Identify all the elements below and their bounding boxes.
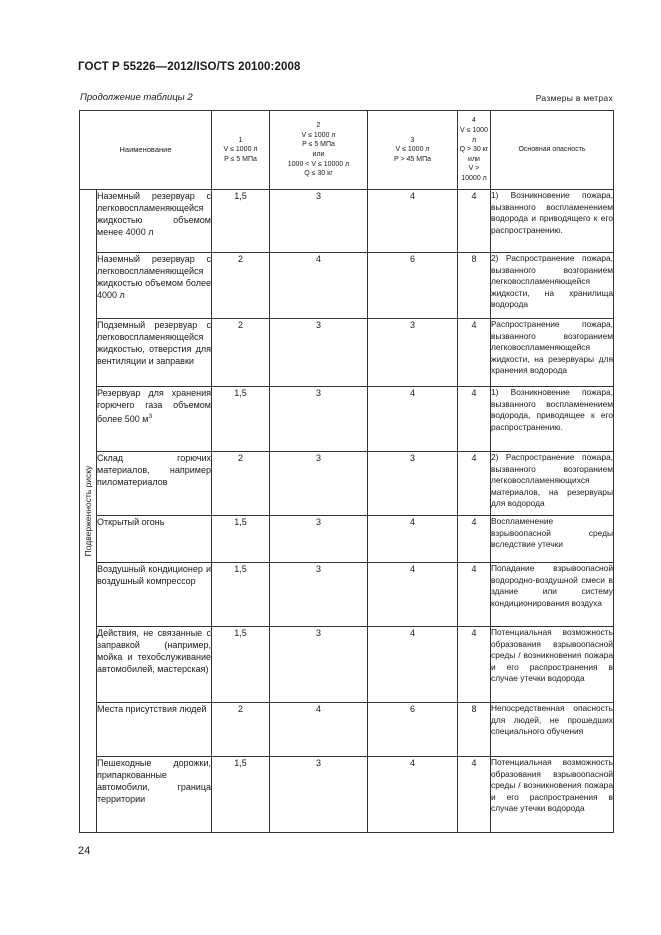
- row-value-3: 3: [368, 452, 458, 516]
- row-value-1: 1,5: [212, 627, 270, 703]
- row-value-4: 4: [458, 516, 491, 563]
- row-value-1: 2: [212, 319, 270, 387]
- col1-line: P ≤ 5 МПа: [224, 155, 257, 163]
- row-value-1: 2: [212, 703, 270, 757]
- side-label: Подверженность риску: [83, 465, 93, 557]
- col1-line: V ≤ 1000 л: [223, 146, 258, 154]
- row-value-4: 8: [458, 703, 491, 757]
- units-note: Размеры в метрах: [535, 93, 613, 103]
- table-row: [80, 253, 614, 319]
- col-header-hazard: Основная опасность: [491, 111, 614, 190]
- col4-line: V > 10000 л: [461, 165, 487, 182]
- row-hazard: Воспламенение взрывоопасной среды вследствие утечки: [491, 516, 614, 563]
- col-header-3: [368, 111, 458, 190]
- row-name: Места присутствия людей: [97, 703, 212, 757]
- row-value-4: 8: [458, 253, 491, 319]
- table-header-row: [80, 111, 614, 190]
- col3-line: 3: [410, 136, 415, 144]
- col2-line: Q ≤ 30 кг: [304, 170, 333, 178]
- col3-line: V ≤ 1000 л: [395, 146, 430, 154]
- row-value-2: 3: [270, 190, 368, 253]
- col3-line: P > 45 МПа: [393, 155, 431, 163]
- row-value-3: 6: [368, 703, 458, 757]
- col-header-1: [212, 111, 270, 190]
- row-name: Наземный резервуар с легковоспламеняющейся жидкостью объемом более 4000 л: [97, 253, 212, 319]
- row-value-1: 2: [212, 452, 270, 516]
- row-value-1: 1,5: [212, 387, 270, 452]
- row-value-4: 4: [458, 190, 491, 253]
- row-name: Открытый огонь: [97, 516, 212, 563]
- table-row: [80, 627, 614, 703]
- document-title: ГОСТ Р 55226—2012/ISO/TS 20100:2008: [78, 61, 301, 73]
- row-value-3: 4: [368, 563, 458, 627]
- row-value-4: 4: [458, 319, 491, 387]
- row-value-3: 3: [368, 319, 458, 387]
- col4-line: или: [468, 155, 480, 163]
- col4-line: V ≤ 1000 л: [460, 127, 488, 144]
- row-value-3: 4: [368, 627, 458, 703]
- row-name: Подземный резервуар с легковоспламеняющейся жидкостью, отверстия для вентиляции и заправки: [97, 319, 212, 387]
- row-value-2: 4: [270, 253, 368, 319]
- side-label-cell: [80, 190, 97, 833]
- col4-line: Q > 30 кг: [459, 146, 489, 154]
- row-value-3: 4: [368, 757, 458, 833]
- table-continuation-label: Продолжение таблицы 2: [80, 92, 193, 103]
- row-hazard: Потенциальная возможность образования взрывоопасной среды / возникновения пожара и его распространения в случае утечки водорода: [491, 757, 614, 833]
- row-hazard: Потенциальная возможность образования взрывоопасной среды / возникновения пожара и его распространения в случае утечки водорода: [491, 627, 614, 703]
- row-hazard: 2) Распространение пожара, вызванного возгоранием легковоспламеняющихся материалов, на резервуары для водорода: [491, 452, 614, 516]
- table-row: [80, 452, 614, 516]
- col2-line: или: [312, 151, 325, 158]
- row-value-3: 6: [368, 253, 458, 319]
- row-hazard: 1) Возникновение пожара, вызванного воспламенением водорода, приводящее к его распространению.: [491, 387, 614, 452]
- row-name: Пешеходные дорожки, припаркованные автомобили, граница территории: [97, 757, 212, 833]
- row-value-1: 1,5: [212, 563, 270, 627]
- row-name-text: Резервуар для хранения горючего газа объемом более 500 м: [97, 388, 211, 424]
- row-hazard: Попадание взрывоопасной водородно-воздушной смеси в здание или систему кондиционирования воздуха: [491, 563, 614, 627]
- row-value-4: 4: [458, 452, 491, 516]
- row-name: [97, 387, 212, 452]
- row-value-4: 4: [458, 387, 491, 452]
- row-name: Действия, не связанные с заправкой (например, мойка и техобслуживание автомобилей, мастерская): [97, 627, 212, 703]
- row-value-1: 1,5: [212, 757, 270, 833]
- row-value-2: 3: [270, 627, 368, 703]
- row-value-4: 4: [458, 627, 491, 703]
- row-value-4: 4: [458, 757, 491, 833]
- row-value-2: 4: [270, 703, 368, 757]
- row-value-2: 3: [270, 452, 368, 516]
- row-name: Склад горючих материалов, например пиломатериалов: [97, 452, 212, 516]
- row-hazard: 1) Возникновение пожара, вызванного воспламенением водорода и приводящего к его распространению.: [491, 190, 614, 253]
- distance-table: [79, 110, 614, 833]
- table-row: [80, 703, 614, 757]
- table-row: [80, 387, 614, 452]
- row-value-1: 2: [212, 253, 270, 319]
- col-header-4: [458, 111, 491, 190]
- page-number: 24: [78, 845, 91, 857]
- row-value-1: 1,5: [212, 190, 270, 253]
- col2-line: V ≤ 1000 л: [301, 131, 336, 139]
- col2-line: 1000 < V ≤ 10000 л: [287, 160, 350, 168]
- table-row: [80, 516, 614, 563]
- row-hazard: Распространение пожара, вызванного возгоранием легковоспламеняющейся жидкости, на резервуары для хранения водорода: [491, 319, 614, 387]
- row-value-3: 4: [368, 190, 458, 253]
- table-row: [80, 190, 614, 253]
- row-value-3: 4: [368, 387, 458, 452]
- row-name-superscript: 3: [148, 413, 153, 420]
- row-value-2: 3: [270, 757, 368, 833]
- table-row: [80, 757, 614, 833]
- row-value-2: 3: [270, 319, 368, 387]
- col1-line: 1: [238, 136, 243, 144]
- row-value-3: 4: [368, 516, 458, 563]
- row-name: Наземный резервуар с легковоспламеняющейся жидкостью объемом менее 4000 л: [97, 190, 212, 253]
- row-value-1: 1,5: [212, 516, 270, 563]
- row-hazard: 2) Распространение пожара, вызванного возгоранием легковоспламеняющейся жидкости, на хранилища водорода: [491, 253, 614, 319]
- row-value-2: 3: [270, 387, 368, 452]
- table-row: [80, 319, 614, 387]
- row-value-4: 4: [458, 563, 491, 627]
- row-value-2: 3: [270, 516, 368, 563]
- col-header-2: [270, 111, 368, 190]
- col2-line: P ≤ 5 МПа: [302, 141, 335, 149]
- col4-line: 4: [472, 117, 476, 125]
- col2-line: 2: [316, 122, 321, 130]
- table-row: [80, 563, 614, 627]
- col-header-name: Наименование: [80, 111, 212, 190]
- row-hazard: Непосредственная опасность для людей, не прошедших специального обучения: [491, 703, 614, 757]
- row-value-2: 3: [270, 563, 368, 627]
- row-name: Воздушный кондиционер и воздушный компрессор: [97, 563, 212, 627]
